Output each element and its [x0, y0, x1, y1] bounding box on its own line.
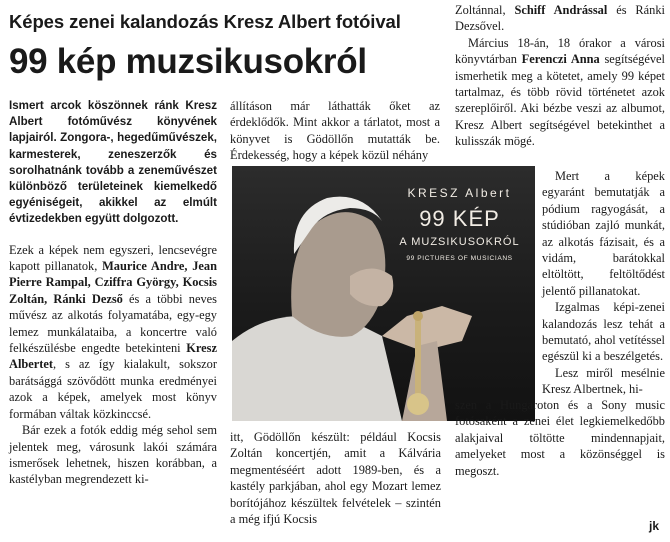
paragraph: Ezek a képek nem egyszeri, lencsevégre kapott pillanatok, Maurice Andre, Jean Pierre Rampal, Cziffra György, Kocsis Zoltán, Ránki Dezső és a többi neves művész az alkotás folyamatába, egy-egy lemez munkálataiba, a koncertre való felkészülésbe engedte betekinteni Kresz Albertet, s az így kialakult, sokszor barátsággá szövődött munka eredményei azok a képek, amelyek most könyv formában váltak közkinccsé. [9, 242, 217, 421]
paragraph: Bár ezek a fotók eddig még sehol sem jelentek meg, városunk lakói számára ismerősek lehetnek, hiszen korábban, a kastélyban megrendezett ki- [9, 423, 217, 487]
paragraph: Izgalmas képi-zenei kalandozás lesz tehát a bemutató, ahol vetítéssel egészül ki a beszélgetés. [542, 300, 665, 364]
column-2-top [230, 98, 440, 164]
column-3-top [455, 2, 665, 150]
paragraph: Lesz miről mesélnie Kresz Albertnek, hi- [542, 365, 665, 397]
author-signature: jk [649, 519, 660, 533]
paragraph: itt, Gödöllőn készült: például Kocsis Zoltán koncertjén, amit a Kálvária megmentéséért adott 1989-ben, és a kastély parkjában, ahol egy Mozart lemez borítójához készültek felvételek – szintén a még ifjú Kocsis [230, 430, 441, 527]
paragraph: Március 18-án, 18 órakor a városi könyvtárban Ferenczi Anna segítségével ismerhetik meg a kötetet, amely 99 képet tartalmaz, és több rövid történetet azok szereplőiről. Aki bézbe veszi az albumot, Kresz Albert segítségével betekinthet a kulisszák mögé. [455, 35, 665, 149]
cover-title: 99 KÉP [419, 206, 500, 231]
column-2-bottom [230, 429, 441, 527]
paragraph: szen a Hungaroton és a Sony music fotósaként a zenei élet legkiemelkedőbb alakjaival töltötte mindennapjait, amelyeket most a közönséggel is megoszt. [455, 398, 665, 478]
cover-subtitle: A MUZSIKUSOKRÓL [399, 236, 520, 248]
paragraph: állításon már láthatták őket az érdeklődők. Mint akkor a tárlatot, most a könyvet is Gödöllőn mutatták be. Érdekesség, hogy a képek közül néhány [230, 99, 440, 163]
column-1 [9, 98, 217, 488]
book-cover-photo [232, 166, 535, 421]
name-highlight: Schiff Andrással [514, 3, 608, 17]
article-kicker: Képes zenei kalandozás Kresz Albert fotóival [9, 11, 401, 32]
article-headline: 99 kép muzsikusokról [9, 42, 367, 81]
article-lead: Ismert arcok köszönnek ránk Kresz Albert fotóművész könyvének lapjairól. Zongora-, hegedűművészek, karmesterek, zeneszerzők és sorolhatnánk tovább a zeneművészet különböző területeinek kiemelkedő egyéniségeit, akikkel az elmúlt évtizedekben együtt dolgozott. [9, 99, 217, 226]
cover-english-title: 99 PICTURES OF MUSICIANS [406, 255, 513, 262]
book-cover-text [387, 186, 532, 262]
column-3-bottom [455, 397, 665, 479]
name-highlight: Maurice Andre, Jean Pierre Rampal, Cziffra György, Kocsis Zoltán, Ránki Dezső [9, 259, 217, 306]
name-highlight: Kresz Albertet [9, 341, 217, 372]
column-3-side [542, 168, 665, 398]
paragraph: Mert a képek egyaránt bemutatják a pódium ragyogását, a stúdióban zajló munkát, az alkotás fázisait, és a vidám, barátokkal eltöltött, feltöltődést jelentő pillanatokat. [542, 169, 665, 298]
cover-author: KRESZ Albert [407, 186, 512, 200]
paragraph: Zoltánnal, Schiff Andrással és Ránki Dezsővel. [455, 3, 665, 34]
name-highlight: Ferenczi Anna [521, 52, 600, 67]
